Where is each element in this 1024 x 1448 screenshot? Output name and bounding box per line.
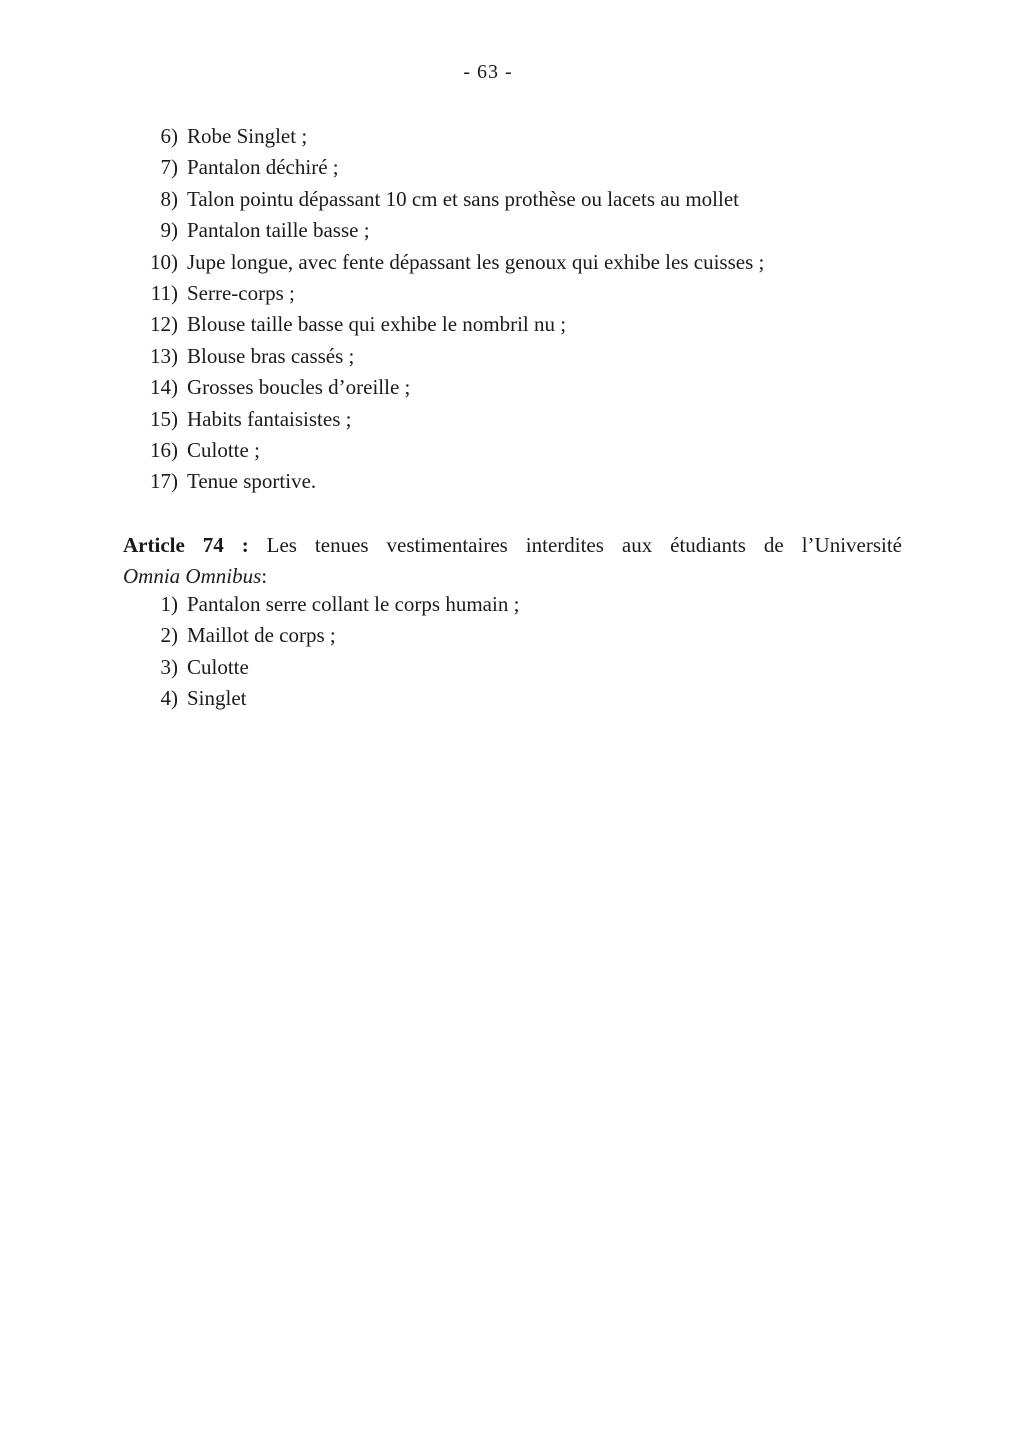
list-item-number: 6) <box>160 124 178 148</box>
article-74-list <box>0 589 1024 715</box>
list-item-number: 8) <box>160 186 178 211</box>
list-item-number: 9) <box>160 218 178 243</box>
university-name: Omnia Omnibus <box>123 564 262 589</box>
list-item-text: Grosses boucles d’oreille ; <box>187 375 411 400</box>
list-item-number: 7) <box>160 155 178 180</box>
article-74-label: Article 74 : <box>123 533 249 557</box>
list-item-number: 15) <box>150 406 178 431</box>
list-item-text: Pantalon serre collant le corps humain ; <box>187 592 520 616</box>
list-item-text: Habits fantaisistes ; <box>187 406 352 431</box>
list-item-text: Blouse taille basse qui exhibe le nombril nu ; <box>187 312 567 337</box>
list-item-text: Culotte ; <box>187 438 260 463</box>
list-item-text: Robe Singlet ; <box>187 124 308 148</box>
list-item-text: Pantalon taille basse ; <box>187 218 370 243</box>
list-item-text: Maillot de corps ; <box>187 623 336 648</box>
list-item-number: 10) <box>150 249 178 274</box>
list-item-text: Jupe longue, avec fente dépassant les genoux qui exhibe les cuisses ; <box>187 249 765 274</box>
list-item <box>0 589 1024 620</box>
list-item-number: 2) <box>160 623 178 648</box>
list-item-text: Tenue sportive. <box>187 469 317 494</box>
list-item-text: Pantalon déchiré ; <box>187 155 339 180</box>
list-item <box>0 309 1024 340</box>
list-item <box>0 372 1024 403</box>
dress-code-list <box>0 121 1024 498</box>
list-item-number: 12) <box>150 312 178 337</box>
university-name-colon: : <box>261 564 268 589</box>
list-item <box>0 121 1024 152</box>
article-74-text: Les tenues vestimentaires interdites aux étudiants de l’Université <box>266 533 902 557</box>
list-item <box>0 620 1024 651</box>
list-item <box>0 278 1024 309</box>
list-item <box>0 247 1024 278</box>
list-item-number: 1) <box>160 592 178 616</box>
list-item-text: Culotte <box>187 654 249 679</box>
list-item <box>0 152 1024 183</box>
list-item <box>0 652 1024 683</box>
list-item-text: Serre-corps ; <box>187 281 295 306</box>
list-item <box>0 215 1024 246</box>
article-74-heading-line <box>123 530 902 561</box>
page-number: - 63 - <box>463 61 513 83</box>
list-item-number: 13) <box>150 343 178 368</box>
list-item-number: 16) <box>150 438 178 463</box>
article-74-paragraph <box>123 530 902 593</box>
list-item-text: Singlet <box>187 686 247 711</box>
list-item <box>0 184 1024 215</box>
list-item-text: Talon pointu dépassant 10 cm et sans prothèse ou lacets au mollet <box>187 186 739 211</box>
list-item <box>0 341 1024 372</box>
list-item-number: 4) <box>160 686 178 711</box>
list-item-number: 11) <box>150 281 178 306</box>
list-item-number: 14) <box>150 375 178 400</box>
list-item-number: 17) <box>150 469 178 494</box>
list-item <box>0 466 1024 497</box>
list-item-text: Blouse bras cassés ; <box>187 343 355 368</box>
list-item <box>0 404 1024 435</box>
list-item-number: 3) <box>160 654 178 679</box>
list-item <box>0 435 1024 466</box>
list-item <box>0 683 1024 714</box>
